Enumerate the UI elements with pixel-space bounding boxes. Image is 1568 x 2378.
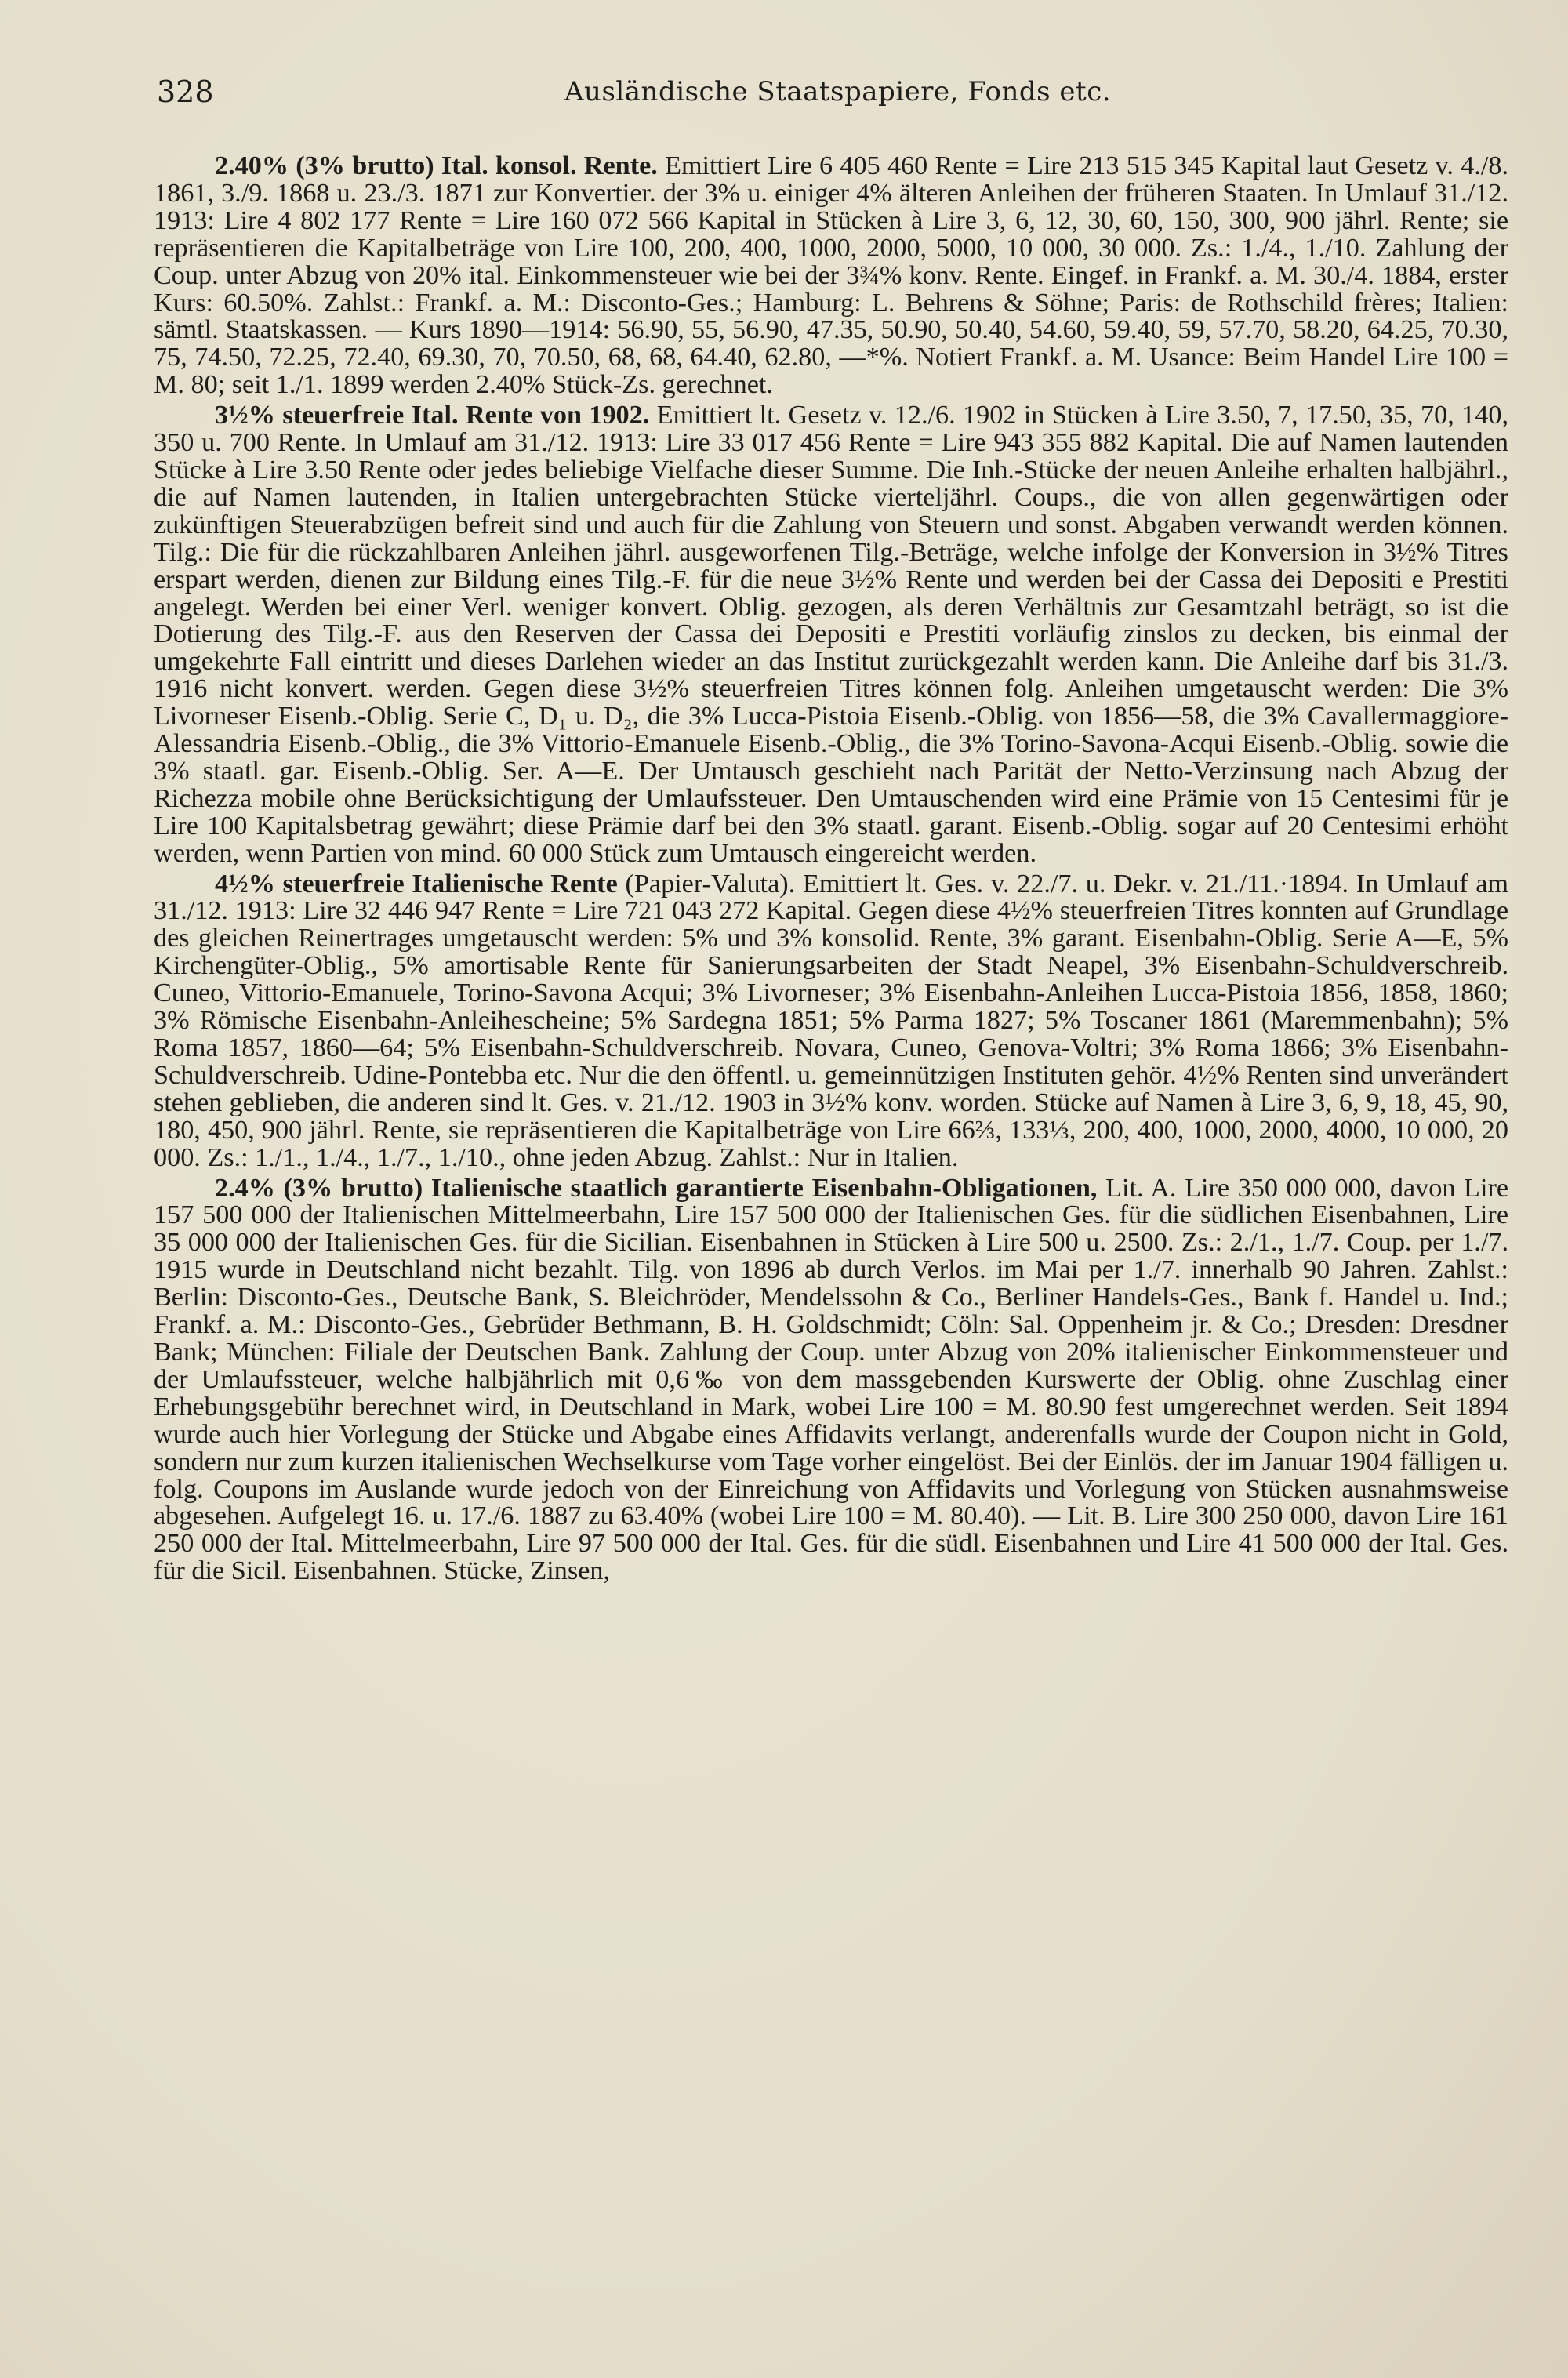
- entry-text: Emittiert Lire 6 405 460 Rente = Lire 213 515 345 Kapital laut Gesetz v. 4./8. 1861, 3./9. 1868 u. 23./3. 1871 zur Konvertier. der 3% u. einiger 4% älteren Anleihen der früheren Staaten. In Umlauf 31./12. 1913: Lire 4 802 177 Rente = Lire 160 072 566 Kapital in Stücken à Lire 3, 6, 12, 30, 60, 150, 300, 900 jährl. Rente; sie repräsentieren die Kapitalbeträge von Lire 100, 200, 400, 1000, 2000, 5000, 10 000, 30 000. Zs.: 1./4., 1./10. Zahlung der Coup. unter Abzug von 20% ital. Einkommensteuer wie bei der 3¾% konv. Rente. Eingef. in Frankf. a. M. 30./4. 1884, erster Kurs: 60.50%. Zahlst.: Frankf. a. M.: Disconto-Ges.; Hamburg: L. Behrens & Söhne; Paris: de Rothschild frères; Italien: sämtl. Staatskassen. — Kurs 1890—1914: 56.90, 55, 56.90, 47.35, 50.90, 50.40, 54.60, 59.40, 59, 57.70, 58.20, 64.25, 70.30, 75, 74.50, 72.25, 72.40, 69.30, 70, 70.50, 68, 68, 64.40, 62.80, —*%. Notiert Frankf. a. M. Usance: Beim Handel Lire 100 = M. 80; seit 1./1. 1899 werden 2.40% Stück-Zs. gerechnet.: [154, 151, 1508, 400]
- entry-rente-4-5: [154, 871, 1508, 1172]
- page-header: [157, 74, 1521, 114]
- entry-railway-obligations: [154, 1175, 1508, 1586]
- entry-rente-1902: [154, 402, 1508, 867]
- entry-heading: 2.40% (3% brutto) Ital. konsol. Rente.: [215, 151, 658, 180]
- entry-heading: 3½% steuerfreie Ital. Rente von 1902.: [215, 401, 650, 430]
- entry-consolidated-rente: [154, 153, 1508, 399]
- entry-text: Lit. A. Lire 350 000 000, davon Lire 157 500 000 der Italienischen Mittelmeerbahn, Lire 157 500 000 der Italienischen Ges. für die südlichen Eisenbahnen, Lire 35 000 000 der Italienischen Ges. für die Sicilian. Eisenbahnen in Stücken à Lire 500 u. 2500. Zs.: 2./1., 1./7. Coup. per 1./7. 1915 wurde in Deutschland nicht bezahlt. Tilg. von 1896 ab durch Verlos. im Mai per 1./7. innerhalb 90 Jahren. Zahlst.: Berlin: Disconto-Ges., Deutsche Bank, S. Bleichröder, Mendelssohn & Co., Berliner Handels-Ges., Bank f. Handel u. Ind.; Frankf. a. M.: Disconto-Ges., Gebrüder Bethmann, B. H. Goldschmidt; Cöln: Sal. Oppenheim jr. & Co.; Dresden: Dresdner Bank; München: Filiale der Deutschen Bank. Zahlung der Coup. unter Abzug von 20% italienischer Einkommensteuer und der Umlaufssteuer, welche halbjährlich mit 0,6‰ von dem massgebenden Kurswerte der Oblig. ohne Zuschlag einer Erhebungsgebühr berechnet wird, in Deutschland in Mark, wobei Lire 100 = M. 80.90 fest umgerechnet werden. Seit 1894 wurde auch hier Vorlegung der Stücke und Abgabe eines Affidavits verlangt, anderenfalls wurde der Coupon nicht in Gold, sondern nur zum kurzen italienischen Wechselkurse vom Tage vorher eingelöst. Bei der Einlös. der im Januar 1904 fälligen u. folg. Coupons im Auslande wurde jedoch von der Einreichung von Affidavits und Vorlegung von Stücken ausnahmsweise abgesehen. Aufgelegt 16. u. 17./6. 1887 zu 63.40% (wobei Lire 100 = M. 80.40). — Lit. B. Lire 300 250 000, davon Lire 161 250 000 der Ital. Mittelmeerbahn, Lire 97 500 000 der Ital. Ges. für die südl. Eisenbahnen und Lire 41 500 000 der Ital. Ges. für die Sicil. Eisenbahnen. Stücke, Zinsen,: [154, 1173, 1508, 1586]
- entry-heading: 2.4% (3% brutto) Italienische staatlich garantierte Eisenbahn-Obligationen,: [215, 1173, 1098, 1203]
- text-body: [154, 153, 1508, 1585]
- entry-heading: 4½% steuerfreie Italienische Rente: [215, 869, 618, 899]
- running-title: Ausländische Staatspapiere, Fonds etc.: [564, 76, 1112, 107]
- entry-text: Emittiert lt. Gesetz v. 12./6. 1902 in Stücken à Lire 3.50, 7, 17.50, 35, 70, 140, 350 u. 700 Rente. In Umlauf am 31./12. 1913: Lire 33 017 456 Rente = Lire 943 355 882 Kapital. Die auf Namen lautenden Stücke à Lire 3.50 Rente oder jedes beliebige Vielfache dieser Summe. Die Inh.-Stücke der neuen Anleihe erhalten halbjährl., die auf Namen lautenden, in Italien untergebrachten Stücke vierteljährl. Coups., die von allen gegenwärtigen oder zukünftigen Steuerabzügen befreit sind und auch für die Zahlung von Steuern und sonst. Abgaben verwandt werden können. Tilg.: Die für die rückzahlbaren Anleihen jährl. ausgeworfenen Tilg.-Beträge, welche infolge der Konversion in 3½% Titres erspart werden, dienen zur Bildung eines Tilg.-F. für die neue 3½% Rente und werden bei der Cassa dei Depositi e Prestiti angelegt. Werden bei einer Verl. weniger konvert. Oblig. gezogen, als deren Verhältnis zur Gesamtzahl beträgt, so ist die Dotierung des Tilg.-F. aus den Reserven der Cassa dei Depositi e Prestiti vorläufig zinslos zu decken, bis einmal der umgekehrte Fall eintritt und dieses Darlehen wieder an das Institut zurückgezahlt werden kann. Die Anleihe darf bis 31./3. 1916 nicht konvert. werden. Gegen diese 3½% steuerfreien Titres können folg. Anleihen umgetauscht werden: Die 3% Livorneser Eisenb.-Oblig. Serie C, D₁ u. D₂, die 3% Lucca-Pistoia Eisenb.-Oblig. von 1856—58, die 3% Cavallermaggiore-Alessandria Eisenb.-Oblig., die 3% Vittorio-Emanuele Eisenb.-Oblig., die 3% Torino-Savona-Acqui Eisenb.-Oblig. sowie die 3% staatl. gar. Eisenb.-Oblig. Ser. A—E. Der Umtausch geschieht nach Parität der Netto-Verzinsung nach Abzug der Richezza mobile ohne Berücksichtigung der Umlaufssteuer. Den Umtauschenden wird eine Prämie von 15 Centesimi für je Lire 100 Kapitalsbetrag gewährt; diese Prämie darf bei den 3% staatl. garant. Eisenb.-Oblig. sogar auf 20 Centesimi erhöht werden, wenn Partien von mind. 60 000 Stück zum Umtausch eingereicht werden.: [154, 401, 1508, 868]
- entry-text: (Papier-Valuta). Emittiert lt. Ges. v. 22./7. u. Dekr. v. 21./11.·1894. In Umlauf am 31./12. 1913: Lire 32 446 947 Rente = Lire 721 043 272 Kapital. Gegen diese 4½% steuerfreien Titres konnten auf Grundlage des gleichen Reinertrages umgetauscht werden: 5% und 3% konsolid. Rente, 3% garant. Eisenbahn-Oblig. Serie A—E, 5% Kirchengüter-Oblig., 5% amortisable Rente für Sanierungsarbeiten der Stadt Neapel, 3% Eisenbahn-Schuldverschreib. Cuneo, Vittorio-Emanuele, Torino-Savona Acqui; 3% Livorneser; 3% Eisenbahn-Anleihen Lucca-Pistoia 1856, 1858, 1860; 3% Römische Eisenbahn-Anleihescheine; 5% Sardegna 1851; 5% Parma 1827; 5% Toscaner 1861 (Maremmenbahn); 5% Roma 1857, 1860—64; 5% Eisenbahn-Schuldverschreib. Novara, Cuneo, Genova-Voltri; 3% Roma 1866; 3% Eisenbahn-Schuldverschreib. Udine-Pontebba etc. Nur die den öffentl. u. gemeinnützigen Instituten gehör. 4½% Renten sind unverändert stehen geblieben, die anderen sind lt. Ges. v. 21./12. 1903 in 3½% konv. worden. Stücke auf Namen à Lire 3, 6, 9, 18, 45, 90, 180, 450, 900 jährl. Rente, sie repräsentieren die Kapitalbeträge von Lire 66⅔, 133⅓, 200, 400, 1000, 2000, 4000, 10 000, 20 000. Zs.: 1./1., 1./4., 1./7., 1./10., ohne jeden Abzug. Zahlst.: Nur in Italien.: [154, 869, 1508, 1172]
- page-number: 328: [157, 74, 214, 109]
